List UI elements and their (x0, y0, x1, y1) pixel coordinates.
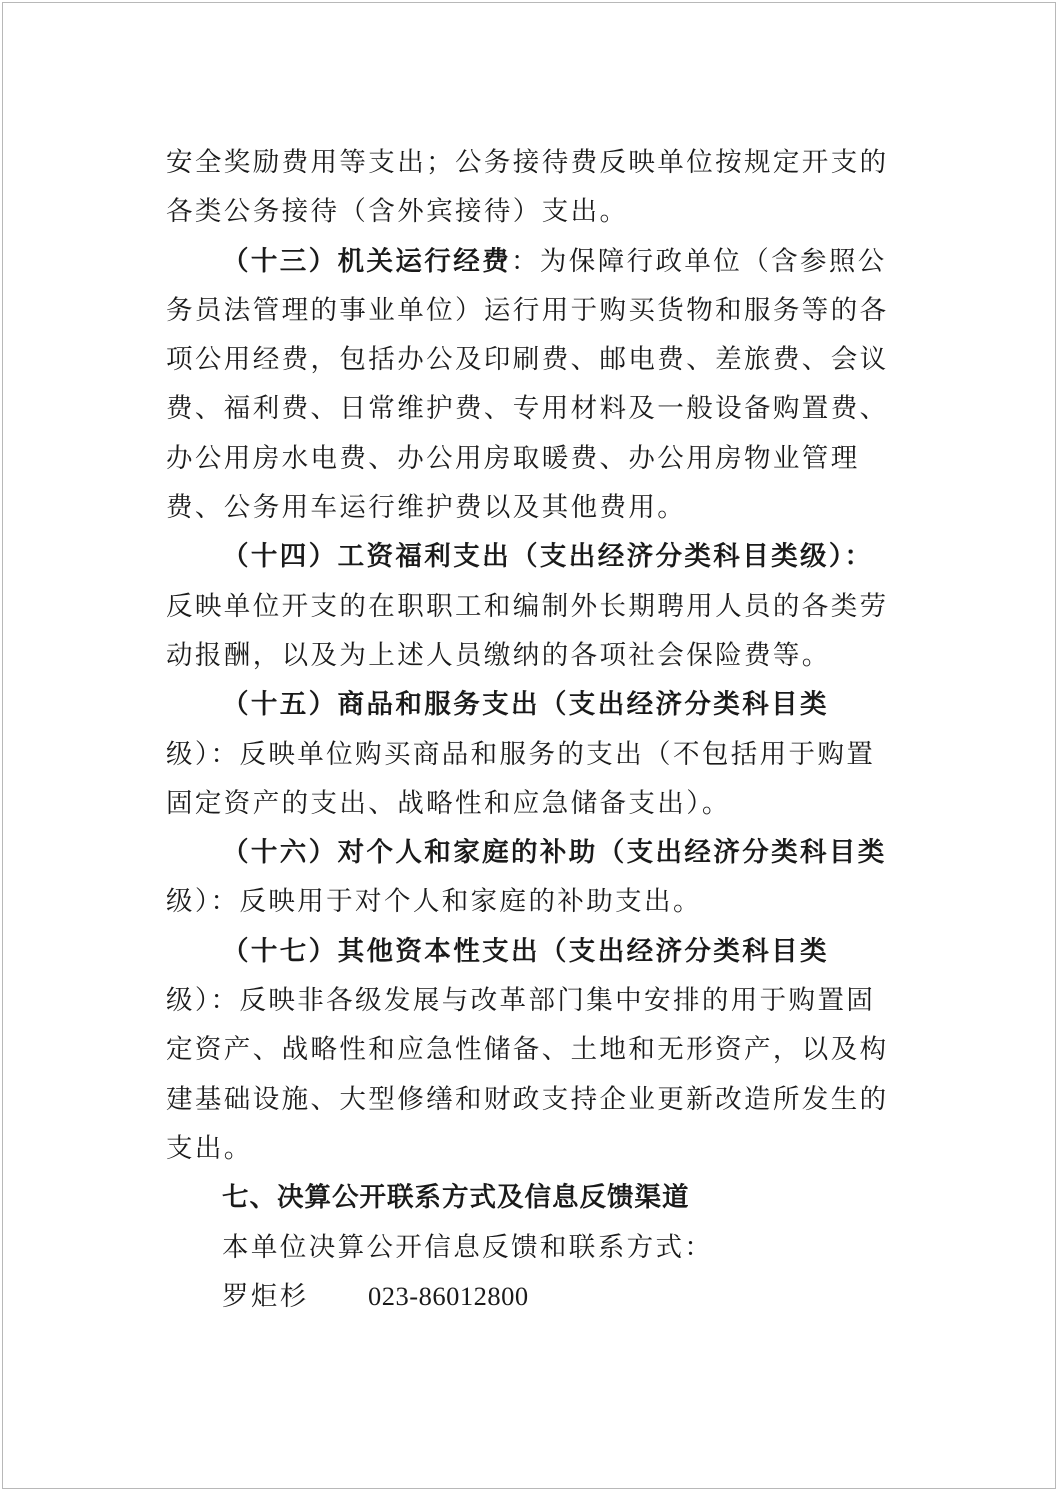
contact-line (166, 1272, 869, 1321)
text-line: 级）：反映单位购买商品和服务的支出（不包括用于购置 (166, 738, 876, 770)
text-line: 动报酬，以及为上述人员缴纳的各项社会保险费等。 (166, 639, 831, 671)
paragraph-13-text: ：为保障行政单位（含参照公 (511, 245, 887, 277)
text-line: 固定资产的支出、战略性和应急储备支出）。 (166, 787, 731, 819)
text-line: 费、公务用车运行维护费以及其他费用。 (166, 492, 687, 524)
paragraph-13-title: （十三）机关运行经费 (222, 245, 511, 277)
text-line: 建基础设施、大型修缮和财政支持企业更新改造所发生的 (166, 1083, 889, 1115)
contact-name: 罗炬杉 (222, 1280, 309, 1312)
contact-phone: 023-86012800 (368, 1280, 529, 1311)
text-line: 各类公务接待（含外宾接待）支出。 (166, 196, 629, 228)
section-7-heading: 七、决算公开联系方式及信息反馈渠道 (222, 1182, 690, 1214)
text-line: 办公用房水电费、办公用房取暖费、办公用房物业管理 (166, 442, 860, 474)
text-line: 反映单位开支的在职职工和编制外长期聘用人员的各类劳 (166, 590, 889, 622)
text-line: 项公用经费，包括办公及印刷费、邮电费、差旅费、会议 (166, 344, 889, 376)
paragraph-17-title: （十七）其他资本性支出（支出经济分类科目类 (222, 935, 829, 967)
text-line: 务员法管理的事业单位）运行用于购买货物和服务等的各 (166, 294, 889, 326)
document-body (166, 138, 889, 1321)
text-line: 安全奖励费用等支出；公务接待费反映单位按规定开支的 (166, 147, 889, 178)
section-7-intro: 本单位决算公开信息反馈和联系方式： (222, 1231, 714, 1263)
paragraph-15-title: （十五）商品和服务支出（支出经济分类科目类 (222, 689, 829, 721)
text-line: 支出。 (166, 1132, 253, 1164)
text-line: 定资产、战略性和应急性储备、土地和无形资产，以及构 (166, 1034, 889, 1066)
paragraph-16-title: （十六）对个人和家庭的补助（支出经济分类科目类 (222, 837, 887, 869)
paragraph-14-title: （十四）工资福利支出（支出经济分类科目类级）： (222, 541, 874, 573)
text-line: 费、福利费、日常维护费、专用材料及一般设备购置费、 (166, 393, 889, 425)
text-line: 级）：反映用于对个人和家庭的补助支出。 (166, 886, 702, 918)
text-line: 级）：反映非各级发展与改革部门集中安排的用于购置固 (166, 985, 876, 1017)
paragraph-13-first-line (166, 237, 887, 286)
